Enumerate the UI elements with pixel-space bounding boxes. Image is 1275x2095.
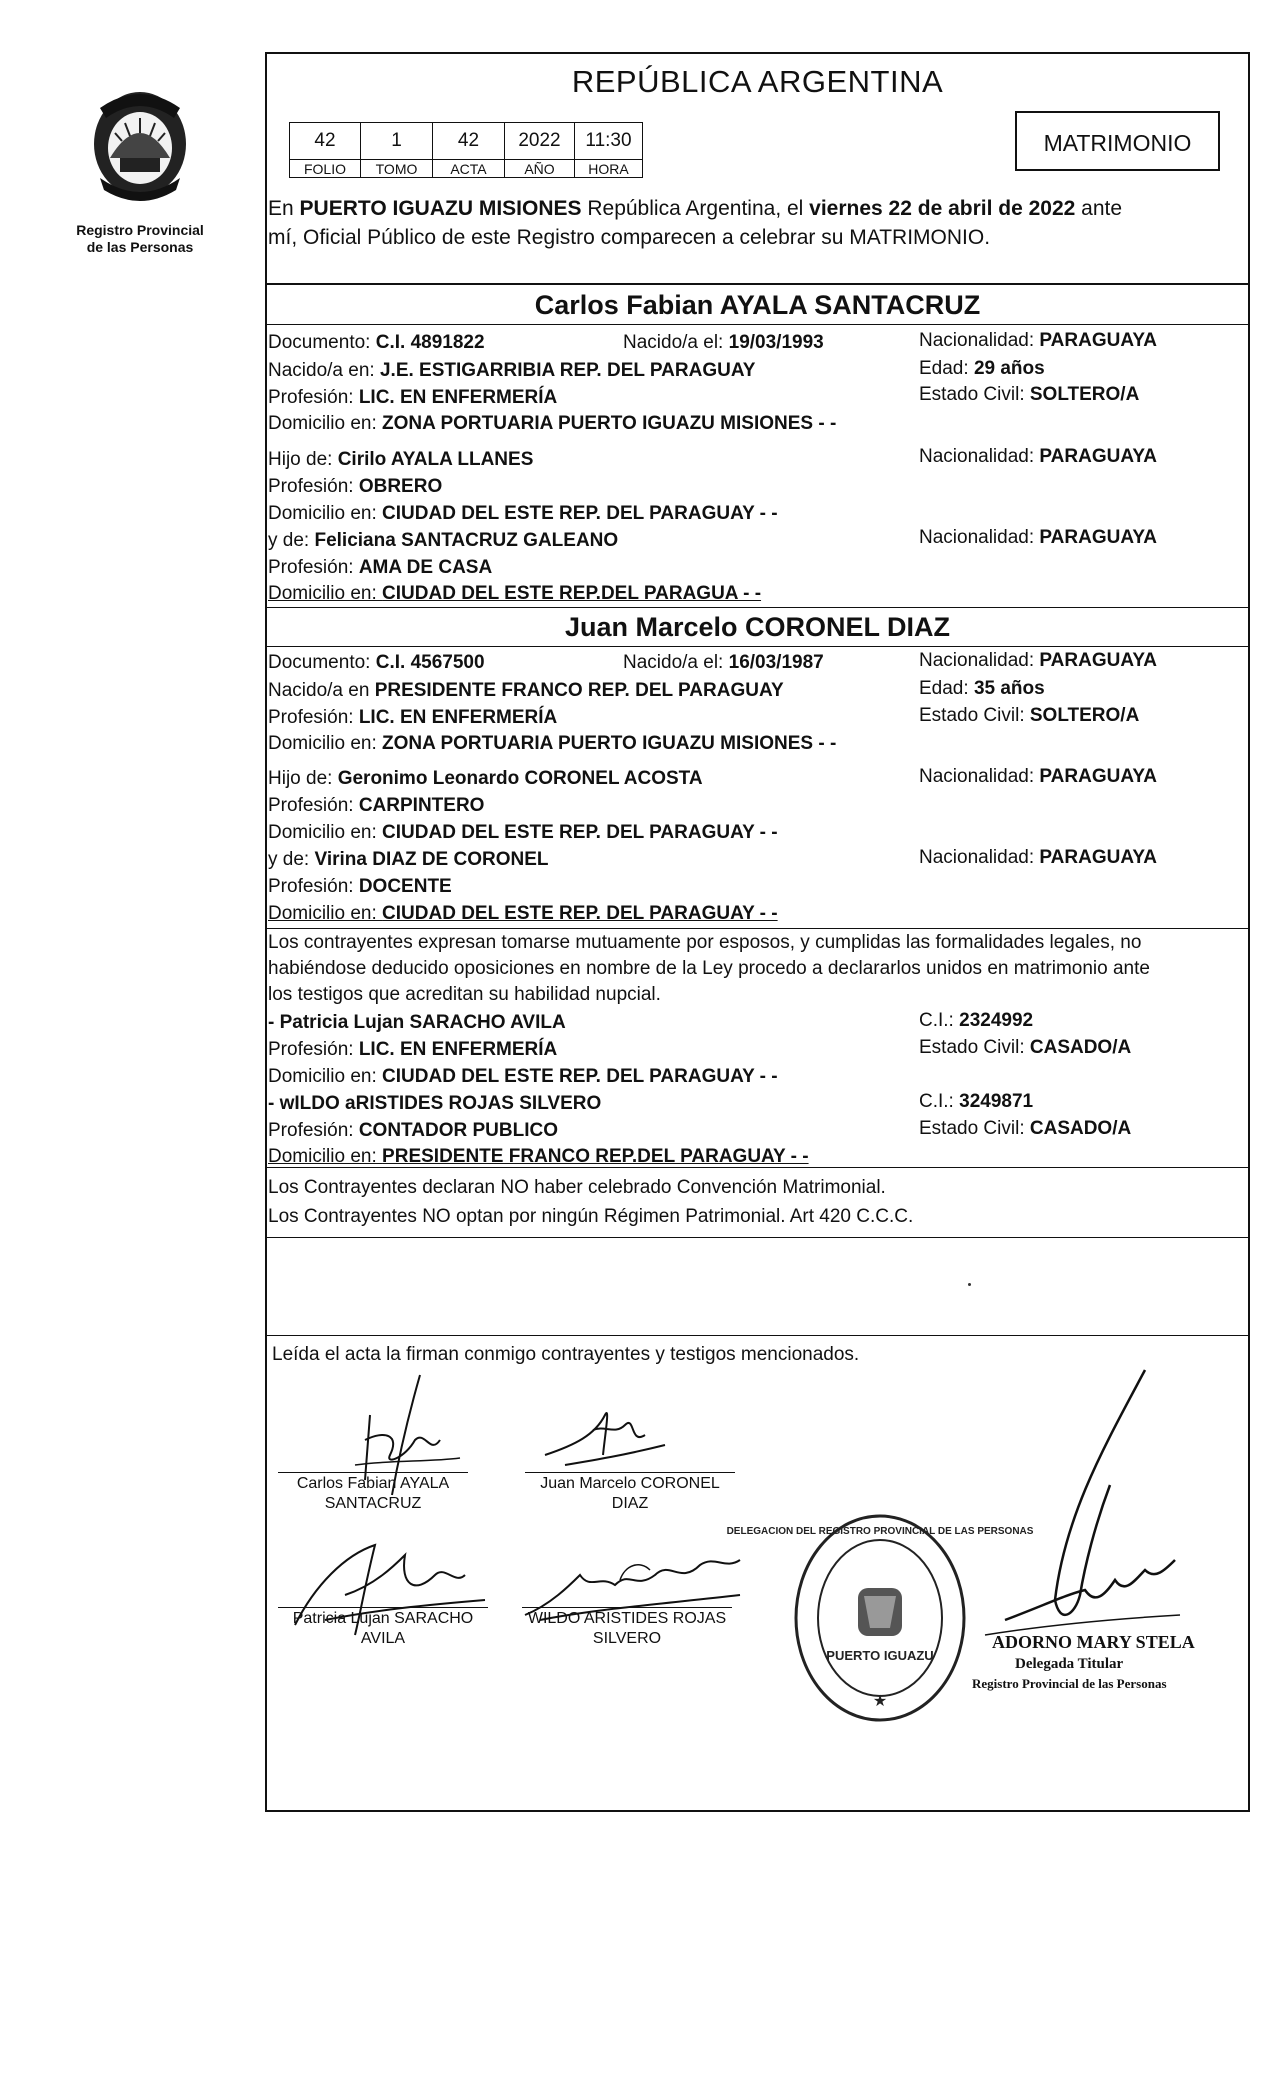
spouse2-birthplace: Nacido/a en PRESIDENTE FRANCO REP. DEL PARAGUAY [268, 680, 784, 701]
witness1-name: - Patricia Lujan SARACHO AVILA [268, 1012, 566, 1033]
spouse2-father-home: Domicilio en: CIUDAD DEL ESTE REP. DEL PARAGUAY - - [268, 822, 778, 843]
spouse1-father: Hijo de: Cirilo AYALA LLANES [268, 449, 534, 470]
stamp-ring-text: DELEGACION DEL REGISTRO PROVINCIAL DE LAS PERSONAS [726, 1526, 1034, 1537]
divider-blank [265, 1335, 1250, 1336]
divider-spouse2 [265, 928, 1250, 929]
signature-caption-spouse1: Carlos Fabian AYALA SANTACRUZ [296, 1475, 450, 1512]
spouse2-father: Hijo de: Geronimo Leonardo CORONEL ACOSTA [268, 768, 703, 789]
hora-value: 11:30 [575, 123, 643, 160]
spouse1-father-nationality: Nacionalidad: PARAGUAYA [919, 446, 1157, 467]
signature-caption-witness2: WILDO ARISTIDES ROJAS SILVERO [527, 1610, 727, 1647]
witness2-name: - wILDO aRISTIDES ROJAS SILVERO [268, 1093, 602, 1114]
spouse1-mother: y de: Feliciana SANTACRUZ GALEANO [268, 530, 619, 551]
acta-value: 42 [433, 123, 505, 160]
registry-logo [70, 78, 210, 208]
stray-mark [968, 1283, 971, 1286]
spouse1-document: Documento: C.I. 4891822 [268, 332, 485, 353]
intro-place: PUERTO IGUAZU MISIONES [299, 197, 582, 220]
signature-officer [945, 1365, 1190, 1665]
spouse1-mother-nationality: Nacionalidad: PARAGUAYA [919, 527, 1157, 548]
record-type-box: MATRIMONIO [1015, 111, 1220, 171]
officer-organization: Registro Provincial de las Personas [972, 1676, 1167, 1691]
spouse2-father-nationality: Nacionalidad: PARAGUAYA [919, 766, 1157, 787]
witness1-ci: C.I.: 2324992 [919, 1010, 1034, 1031]
officer-name: ADORNO MARY STELA [992, 1632, 1195, 1652]
intro-line2: mí, Oficial Público de este Registro comparecen a celebrar su MATRIMONIO. [268, 226, 991, 249]
divider-name1 [265, 324, 1250, 325]
spouse2-home: Domicilio en: ZONA PORTUARIA PUERTO IGUAZU MISIONES - - [268, 733, 837, 754]
witness2-civil-status: Estado Civil: CASADO/A [919, 1118, 1132, 1139]
witness2-home: Domicilio en: PRESIDENTE FRANCO REP.DEL PARAGUAY - - [268, 1146, 809, 1167]
witness2-profession: Profesión: CONTADOR PUBLICO [268, 1120, 558, 1141]
country-title: REPÚBLICA ARGENTINA [571, 64, 944, 99]
declaration-line3: los testigos que acreditan su habilidad nupcial. [268, 984, 661, 1005]
signature-caption-witness1: Patricia Lujan SARACHO AVILA [292, 1610, 474, 1647]
signature-spouse1 [330, 1370, 480, 1510]
spouse2-name: Juan Marcelo CORONEL DIAZ [564, 612, 951, 642]
stamp-inner-text: PUERTO IGUAZU [826, 1648, 934, 1663]
convention-line1: Los Contrayentes declaran NO haber celebrado Convención Matrimonial. [268, 1177, 886, 1198]
signature-caption-spouse2: Juan Marcelo CORONEL DIAZ [540, 1475, 720, 1512]
declaration-line1: Los contrayentes expresan tomarse mutuamente por esposos, y cumplidas las formalidades legales, no [268, 932, 1142, 953]
folio-label: FOLIO [290, 160, 361, 178]
signature-witness1 [285, 1525, 505, 1645]
official-stamp [726, 1510, 1034, 1725]
spouse1-birthplace: Nacido/a en: J.E. ESTIGARRIBIA REP. DEL PARAGUAY [268, 360, 756, 381]
spouse1-home: Domicilio en: ZONA PORTUARIA PUERTO IGUAZU MISIONES - - [268, 413, 837, 434]
intro-paragraph [268, 194, 1248, 252]
divider-name2 [265, 646, 1250, 647]
spouse1-profession: Profesión: LIC. EN ENFERMERÍA [268, 387, 558, 408]
spouse1-father-profession: Profesión: OBRERO [268, 476, 443, 497]
registry-table [289, 122, 643, 178]
divider-spouse1 [265, 607, 1250, 608]
spouse2-profession: Profesión: LIC. EN ENFERMERÍA [268, 707, 558, 728]
closing-text: Leída el acta la firman conmigo contrayentes y testigos mencionados. [272, 1344, 860, 1365]
spouse1-nationality: Nacionalidad: PARAGUAYA [919, 330, 1157, 351]
logo-caption [60, 222, 220, 256]
hora-label: HORA [575, 160, 643, 178]
signature-witness2 [520, 1535, 750, 1635]
spouse2-document: Documento: C.I. 4567500 [268, 652, 485, 673]
witness1-home: Domicilio en: CIUDAD DEL ESTE REP. DEL PARAGUAY - - [268, 1066, 778, 1087]
declaration-line2: habiéndose deducido oposiciones en nombre de la Ley procedo a declararlos unidos en matrimonio ante [268, 958, 1150, 979]
spouse2-mother-nationality: Nacionalidad: PARAGUAYA [919, 847, 1157, 868]
tomo-value: 1 [361, 123, 433, 160]
witness1-civil-status: Estado Civil: CASADO/A [919, 1037, 1132, 1058]
spouse1-birthdate: Nacido/a el: 19/03/1993 [623, 332, 824, 353]
spouse2-father-profession: Profesión: CARPINTERO [268, 795, 485, 816]
tomo-label: TOMO [361, 160, 433, 178]
spouse1-civil-status: Estado Civil: SOLTERO/A [919, 384, 1140, 405]
spouse1-mother-home: Domicilio en: CIUDAD DEL ESTE REP.DEL PARAGUA - - [268, 583, 762, 604]
spouse2-birthdate: Nacido/a el: 16/03/1987 [623, 652, 824, 673]
convention-line2: Los Contrayentes NO optan por ningún Régimen Patrimonial. Art 420 C.C.C. [268, 1206, 914, 1227]
svg-text:★: ★ [872, 1693, 888, 1710]
intro-date: viernes 22 de abril de 2022 [809, 197, 1076, 220]
declaration-paragraph [268, 930, 1250, 1008]
spouse2-mother-profession: Profesión: DOCENTE [268, 876, 452, 897]
spouse1-age: Edad: 29 años [919, 358, 1045, 379]
witness2-ci: C.I.: 3249871 [919, 1091, 1034, 1112]
divider-convention [265, 1237, 1250, 1238]
spouse2-mother: y de: Virina DIAZ DE CORONEL [268, 849, 549, 870]
signature-spouse2 [535, 1395, 675, 1495]
witness1-profession: Profesión: LIC. EN ENFERMERÍA [268, 1039, 558, 1060]
spouse2-civil-status: Estado Civil: SOLTERO/A [919, 705, 1140, 726]
logo-caption-line1: Registro Provincial [76, 222, 204, 238]
intro-line1: En PUERTO IGUAZU MISIONES República Argentina, el viernes 22 de abril de 2022 ante [268, 197, 1123, 220]
spouse1-father-home: Domicilio en: CIUDAD DEL ESTE REP. DEL PARAGUAY - - [268, 503, 778, 524]
spouse1-name: Carlos Fabian AYALA SANTACRUZ [534, 290, 981, 320]
logo-caption-line2: de las Personas [86, 239, 194, 255]
divider-header [265, 283, 1250, 285]
anio-value: 2022 [505, 123, 575, 160]
spouse2-nationality: Nacionalidad: PARAGUAYA [919, 650, 1157, 671]
spouse2-age: Edad: 35 años [919, 678, 1045, 699]
acta-label: ACTA [433, 160, 505, 178]
spouse1-mother-profession: Profesión: AMA DE CASA [268, 557, 493, 578]
folio-value: 42 [290, 123, 361, 160]
officer-role: Delegada Titular [1015, 1656, 1124, 1672]
spouse2-mother-home: Domicilio en: CIUDAD DEL ESTE REP. DEL PARAGUAY - - [268, 903, 778, 924]
anio-label: AÑO [505, 160, 575, 178]
